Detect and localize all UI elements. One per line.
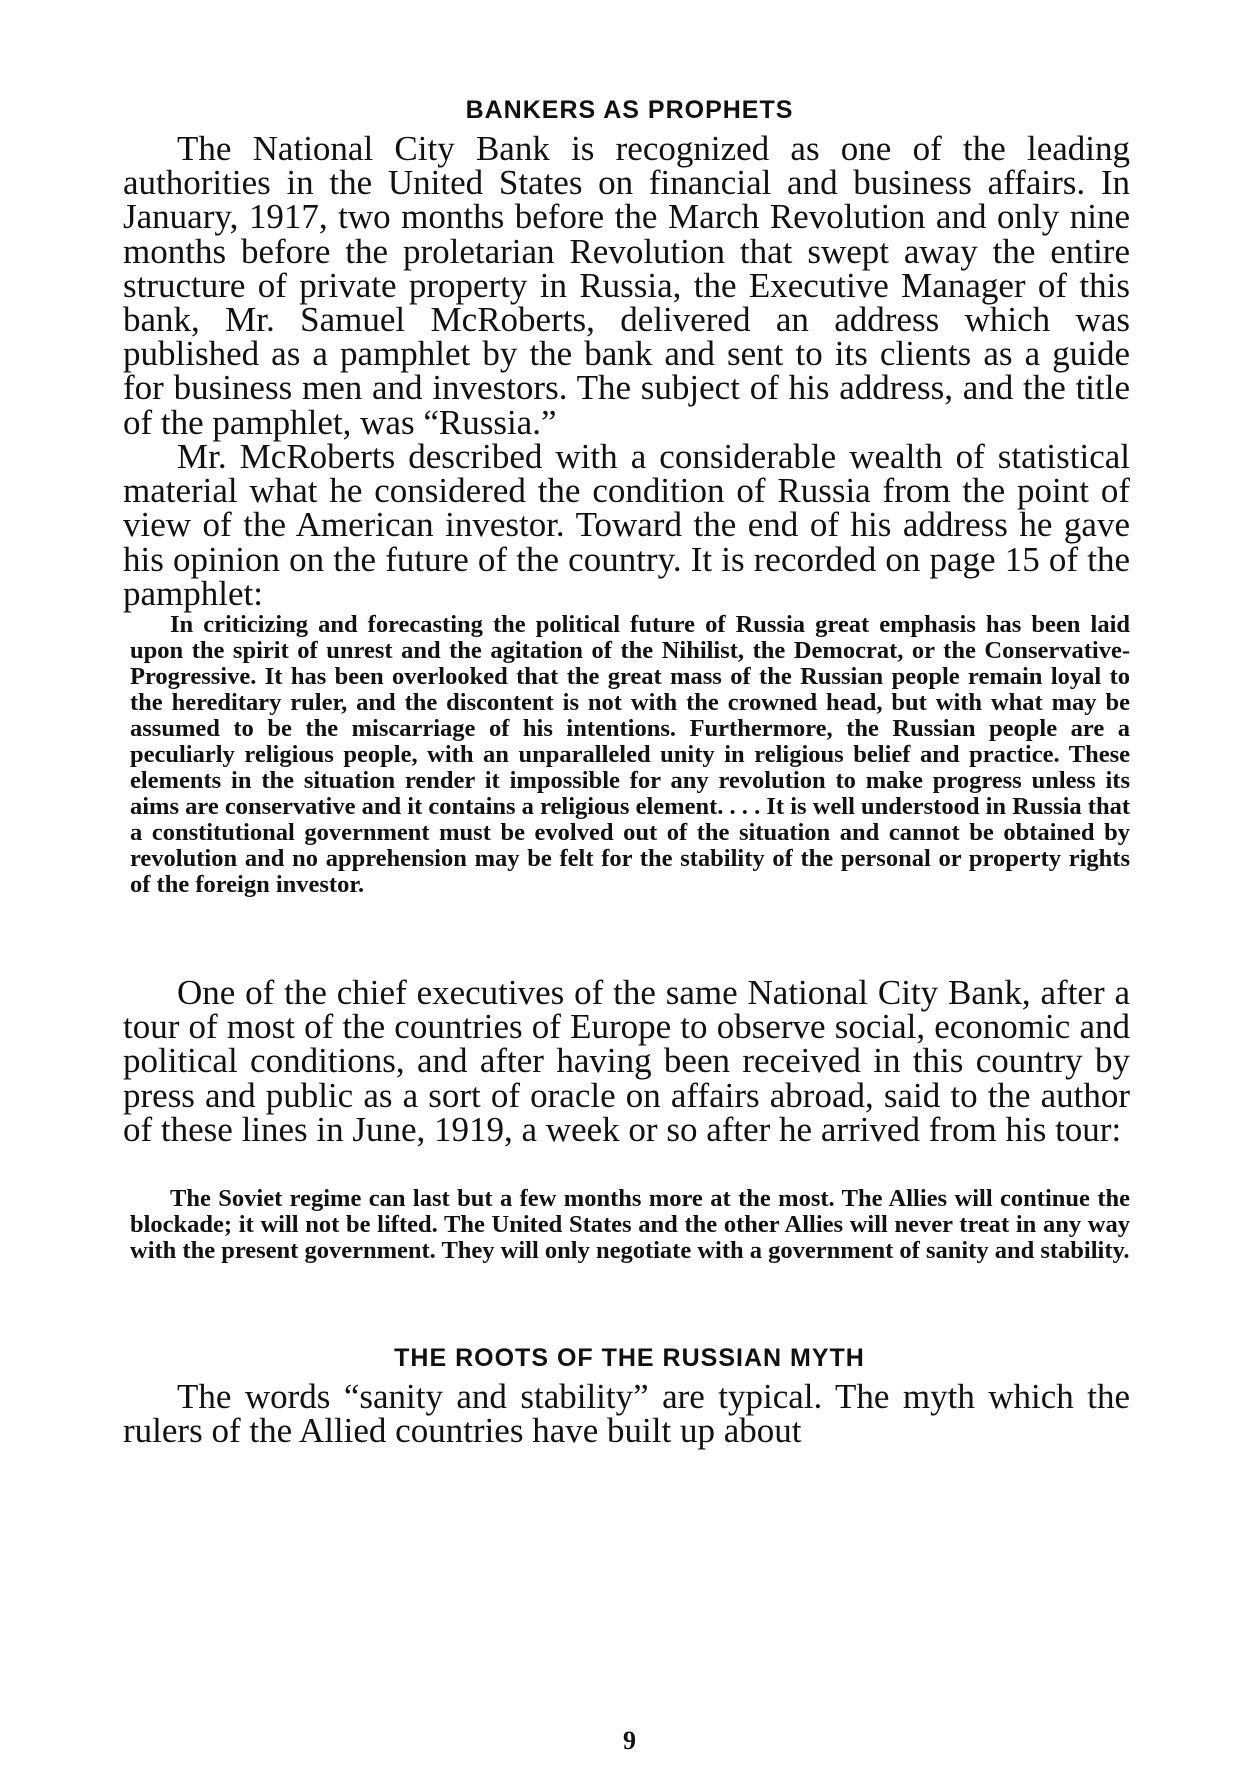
paragraph-mcroberts: Mr. McRoberts described with a considerable wealth of statistical material what he considered the condition of Russia from the point of view of the American investor. Toward the end of his address he gave his opinion on the future of the country. It is recorded on page 15 of the pamphlet: bbox=[123, 437, 1130, 613]
paragraph-chief-executive: One of the chief executives of the same National City Bank, after a tour of most of the countries of Europe to observe social, economic and political conditions, and after having been received in this country by press and public as a sort of oracle on affairs abroad, said to the author of these lines in June, 1919, a week or so after he arrived from his tour: bbox=[123, 973, 1130, 1149]
paragraph-sanity-and-stability: The words “sanity and stability” are typical. The myth which the rulers of the Allied countries have built up about bbox=[123, 1377, 1130, 1451]
block-quote-soviet-regime: The Soviet regime can last but a few months more at the most. The Allies will continue the blockade; it will not be lifted. The United States and the other Allies will never treat in any way with the present government. They will only negotiate with a government of sanity and stability. bbox=[130, 1185, 1130, 1264]
block-quote-pamphlet: In criticizing and forecasting the political future of Russia great emphasis has been laid upon the spirit of unrest and the agitation of the Nihilist, the Democrat, or the Conservative-Progressive. It has been overlooked that the great mass of the Russian people remain loyal to the hereditary ruler, and the discontent is not with the crowned head, but with what may be assumed to be the miscarriage of his intentions. Furthermore, the Russian people are a peculiarly religious people, with an unparalleled unity in religious belief and practice. These elements in the situation render it impossible for any revolution to make progress unless its aims are conservative and it contains a religious element. . . . It is well understood in Russia that a constitutional government must be evolved out of the situation and cannot be obtained by revolution and no apprehension may be felt for the stability of the personal or property rights of the foreign investor. bbox=[130, 611, 1130, 898]
page-number: 9 bbox=[623, 1726, 636, 1755]
section-heading-roots-of-russian-myth: THE ROOTS OF THE RUSSIAN MYTH bbox=[394, 1344, 865, 1372]
section-heading-bankers-as-prophets: BANKERS AS PROPHETS bbox=[465, 96, 794, 124]
paragraph-national-city-bank: The National City Bank is recognized as one of the leading authorities in the United States on financial and business affairs. In January, 1917, two months before the March Revolution and only nine months before the proletarian Revolution that swept away the entire structure of private property in Russia, the Executive Manager of this bank, Mr. Samuel McRoberts, delivered an address which was published as a pamphlet by the bank and sent to its clients as a guide for business men and investors. The subject of his address, and the title of the pamphlet, was “Russia.” bbox=[123, 129, 1130, 442]
